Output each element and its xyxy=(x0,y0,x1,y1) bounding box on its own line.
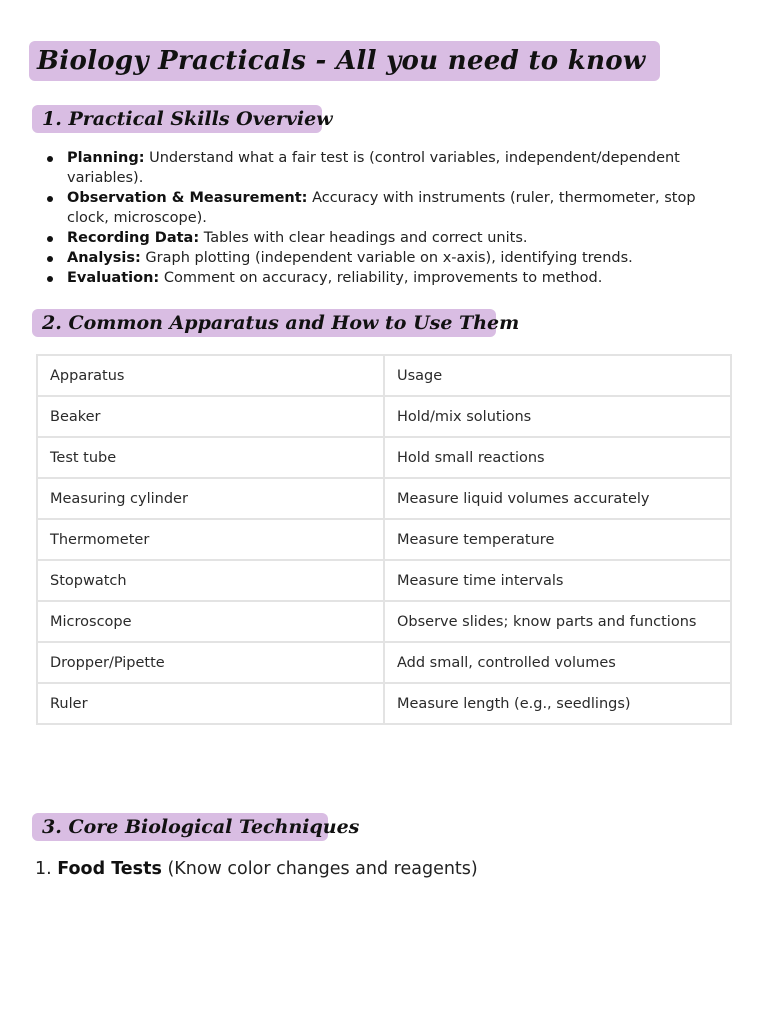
page-title: Biology Practicals - All you need to know xyxy=(29,41,660,81)
header-cell-usage: Usage xyxy=(384,355,731,396)
table-cell: Hold/mix solutions xyxy=(384,396,731,437)
table-header-row xyxy=(37,355,731,396)
header-cell-apparatus: Apparatus xyxy=(37,355,384,396)
bullet-label: Evaluation: xyxy=(67,270,160,286)
table-cell: Hold small reactions xyxy=(384,437,731,478)
bullet-text: Understand what a fair test is (control variables, independent/dependent variables). xyxy=(67,150,680,186)
table-cell: Beaker xyxy=(37,396,384,437)
table-cell: Measure length (e.g., seedlings) xyxy=(384,683,731,724)
list-item xyxy=(46,248,726,268)
section-heading-practical-skills: 1. Practical Skills Overview xyxy=(32,105,322,133)
table-row xyxy=(37,560,731,601)
bullet-text: Comment on accuracy, reliability, improvements to method. xyxy=(163,270,603,286)
apparatus-table xyxy=(36,354,732,725)
item-label: Food Tests xyxy=(57,859,162,879)
table-cell: Stopwatch xyxy=(37,560,384,601)
table-row xyxy=(37,478,731,519)
table-cell: Measure temperature xyxy=(384,519,731,560)
bullet-text: Tables with clear headings and correct units. xyxy=(203,230,528,246)
food-tests-item xyxy=(35,857,478,881)
table-row xyxy=(37,437,731,478)
section-heading-apparatus: 2. Common Apparatus and How to Use Them xyxy=(32,309,496,337)
section-heading-techniques: 3. Core Biological Techniques xyxy=(32,813,328,841)
item-text: (Know color changes and reagents) xyxy=(167,859,478,879)
table-row xyxy=(37,396,731,437)
list-item xyxy=(46,148,726,188)
list-item xyxy=(46,268,726,288)
bullet-label: Observation & Measurement: xyxy=(67,190,308,206)
table-cell: Ruler xyxy=(37,683,384,724)
table-cell: Dropper/Pipette xyxy=(37,642,384,683)
table-cell: Thermometer xyxy=(37,519,384,560)
table-cell: Add small, controlled volumes xyxy=(384,642,731,683)
table-row xyxy=(37,519,731,560)
table-cell: Measuring cylinder xyxy=(37,478,384,519)
bullet-label: Recording Data: xyxy=(67,230,200,246)
table-cell: Measure liquid volumes accurately xyxy=(384,478,731,519)
list-item xyxy=(46,188,726,228)
bullet-label: Planning: xyxy=(67,150,145,166)
table-cell: Microscope xyxy=(37,601,384,642)
table-row xyxy=(37,642,731,683)
bullet-text: Graph plotting (independent variable on x-axis), identifying trends. xyxy=(145,250,633,266)
table-row xyxy=(37,601,731,642)
bullet-label: Analysis: xyxy=(67,250,141,266)
bullet-text: Accuracy with instruments (ruler, thermometer, stop clock, microscope). xyxy=(67,190,696,226)
list-item xyxy=(46,228,726,248)
practical-skills-list xyxy=(46,148,726,288)
item-number: 1. xyxy=(35,859,52,879)
table-cell: Measure time intervals xyxy=(384,560,731,601)
table-cell: Observe slides; know parts and functions xyxy=(384,601,731,642)
table-row xyxy=(37,683,731,724)
table-cell: Test tube xyxy=(37,437,384,478)
